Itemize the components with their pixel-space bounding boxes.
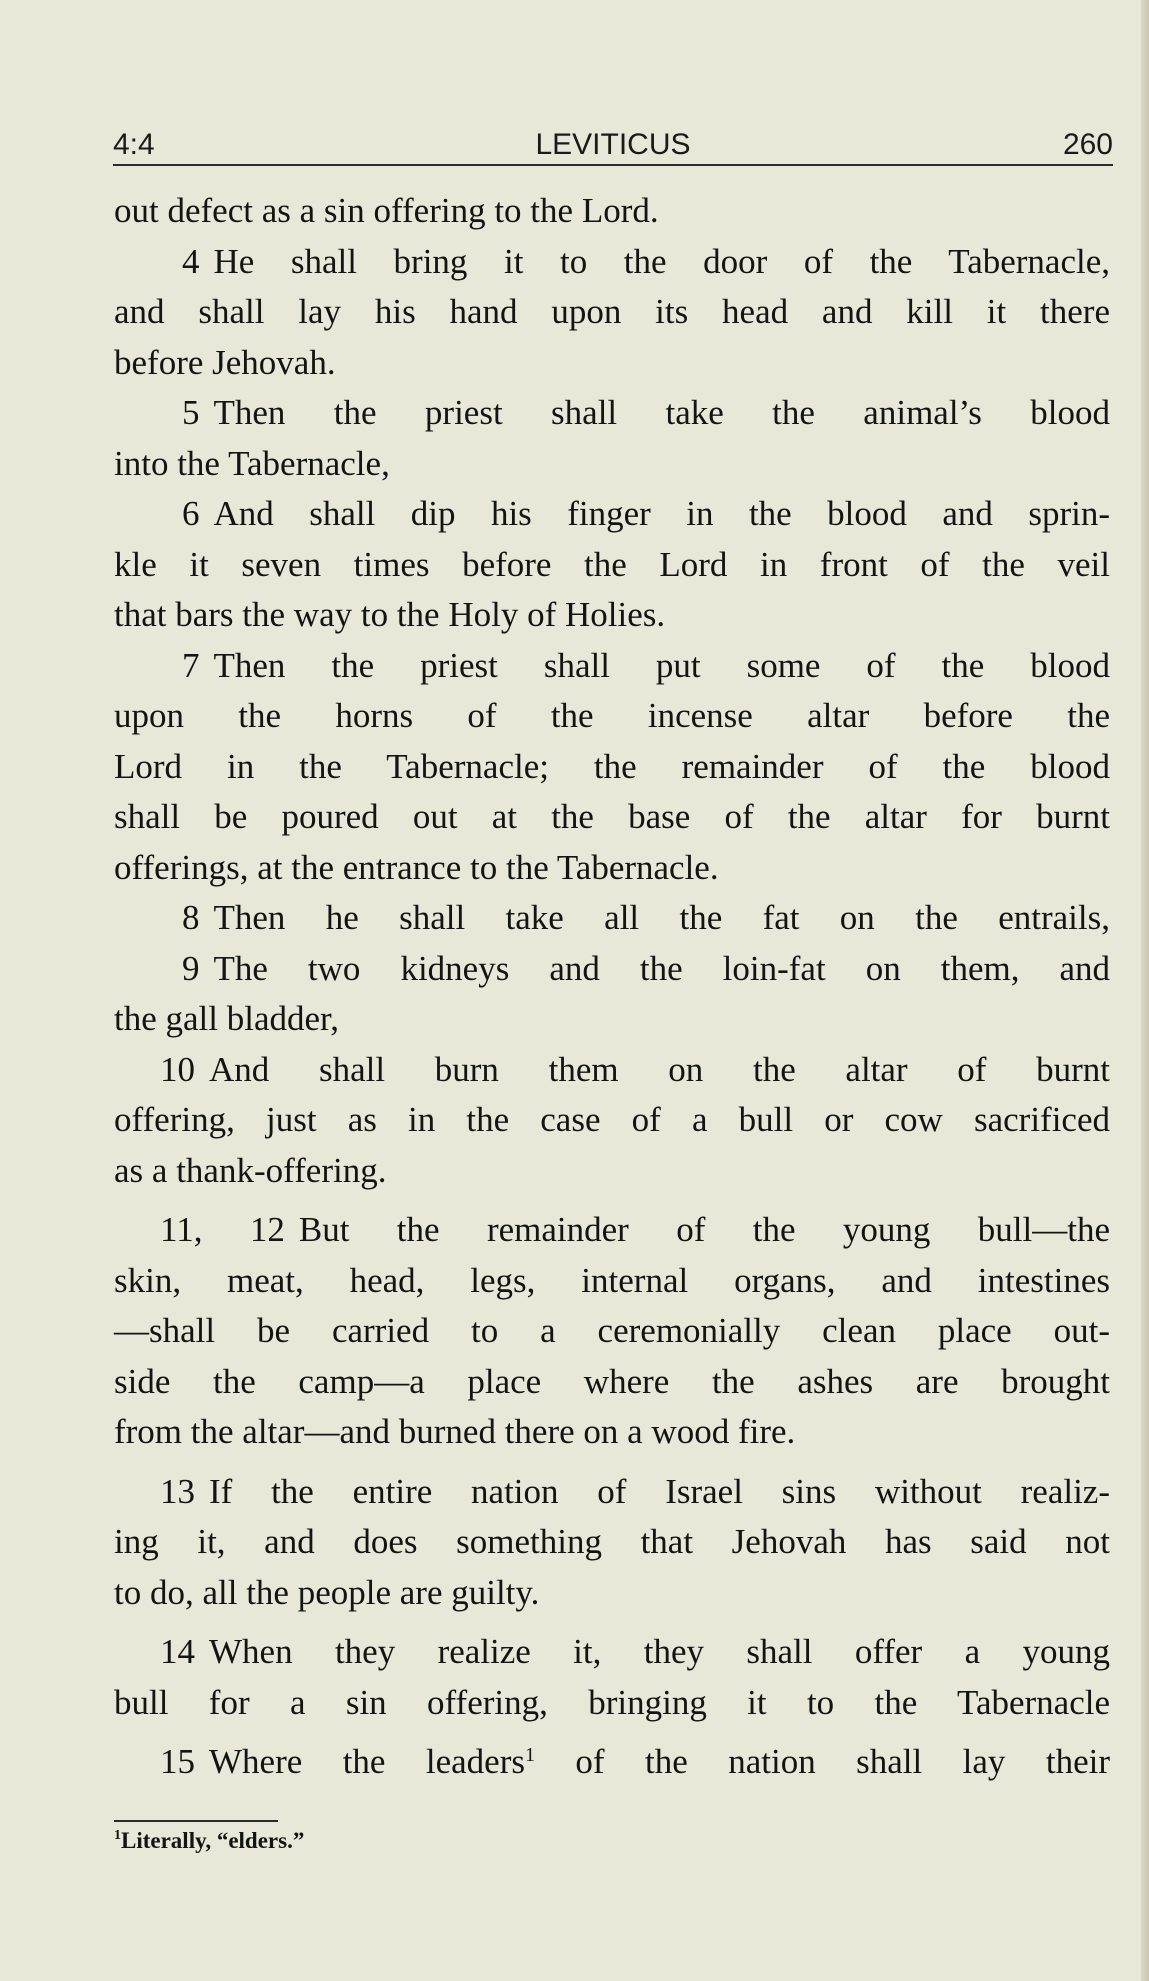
verse-4 [114, 237, 1110, 288]
verse-number: 11, 12 [160, 1210, 285, 1249]
verse-number: 6 [182, 494, 200, 533]
verse-text: Where the leaders [209, 1742, 525, 1781]
verse-7 [114, 641, 1110, 692]
verse-text: And shall dip his finger in the blood and sprin- [213, 494, 1110, 533]
verse-text: If the entire nation of Israel sins without realiz- [209, 1471, 1110, 1511]
verse-number: 14 [160, 1632, 195, 1671]
text-line: as a thank-offering. [114, 1150, 387, 1190]
verse-number: 8 [182, 898, 200, 937]
page-edge [1141, 0, 1149, 1981]
text-line: kle it seven times before the Lord in front of the veil [114, 544, 1110, 584]
text-line: ing it, and does something that Jehovah has said not [114, 1522, 1110, 1561]
text-line: and shall lay his hand upon its head and kill it there [114, 292, 1110, 331]
text-line: that bars the way to the Holy of Holies. [114, 595, 666, 634]
footnote-rule [114, 1820, 278, 1822]
text-line: skin, meat, head, legs, internal organs, and intestines [114, 1260, 1110, 1300]
footnote-number: 1 [114, 1828, 121, 1843]
chapter-verse-ref: 4:4 [113, 128, 155, 161]
verse-text: Then the priest shall take the animal’s blood [213, 393, 1110, 432]
scripture-text [114, 186, 1110, 1788]
verse-text: The two kidneys and the loin-fat on them, and [213, 948, 1110, 988]
verse-number: 9 [182, 948, 200, 988]
verse-number: 4 [182, 241, 200, 281]
verse-text: Then the priest shall put some of the blood [213, 645, 1110, 685]
book-title: LEVITICUS [535, 128, 691, 161]
text-line: the gall bladder, [114, 999, 340, 1038]
verse-11-12 [114, 1205, 1110, 1256]
text-line: upon the horns of the incense altar before the [114, 696, 1110, 735]
verse-5 [114, 388, 1110, 439]
verse-number: 15 [160, 1742, 195, 1781]
verse-number: 13 [160, 1471, 195, 1511]
verse-13 [114, 1467, 1110, 1518]
text-line: offerings, at the entrance to the Tabernacle. [114, 847, 719, 887]
verse-15 [114, 1737, 1110, 1788]
verse-number: 10 [160, 1049, 195, 1089]
verse-text: of the nation shall lay their [535, 1742, 1110, 1781]
text-line: Lord in the Tabernacle; the remainder of the blood [114, 746, 1110, 786]
verse-10 [114, 1045, 1110, 1096]
text-line: —shall be carried to a ceremonially clean place out- [114, 1311, 1110, 1350]
verse-9 [114, 944, 1110, 995]
text-line: side the camp—a place where the ashes are brought [114, 1361, 1110, 1401]
text-line: into the Tabernacle, [114, 443, 390, 483]
footnote-text: Literally, “elders.” [121, 1828, 305, 1853]
verse-6 [114, 489, 1110, 540]
verse-text: He shall bring it to the door of the Tabernacle, [213, 241, 1110, 281]
verse-number: 7 [182, 645, 200, 685]
text-line: out defect as a sin offering to the Lord. [114, 191, 659, 230]
text-line: to do, all the people are guilty. [114, 1572, 540, 1612]
verse-8 [114, 893, 1110, 944]
text-line: shall be poured out at the base of the altar for burnt [114, 797, 1110, 836]
text-line: offering, just as in the case of a bull or cow sacrificed [114, 1100, 1110, 1139]
header-rule [113, 164, 1113, 166]
verse-number: 5 [182, 393, 200, 432]
running-header [113, 128, 1113, 168]
verse-text: Then he shall take all the fat on the entrails, [213, 898, 1110, 937]
footnote [114, 1826, 304, 1856]
verse-14 [114, 1627, 1110, 1678]
page-number: 260 [1062, 128, 1113, 161]
text-line: from the altar—and burned there on a wood fire. [114, 1412, 796, 1451]
text-line: bull for a sin offering, bringing it to the Tabernacle [114, 1682, 1110, 1722]
verse-text: And shall burn them on the altar of burnt [209, 1049, 1110, 1089]
verse-text: When they realize it, they shall offer a young [209, 1632, 1110, 1671]
footnote-marker: 1 [525, 1744, 535, 1766]
verse-text: But the remainder of the young bull—the [298, 1210, 1110, 1249]
text-line: before Jehovah. [114, 342, 336, 382]
